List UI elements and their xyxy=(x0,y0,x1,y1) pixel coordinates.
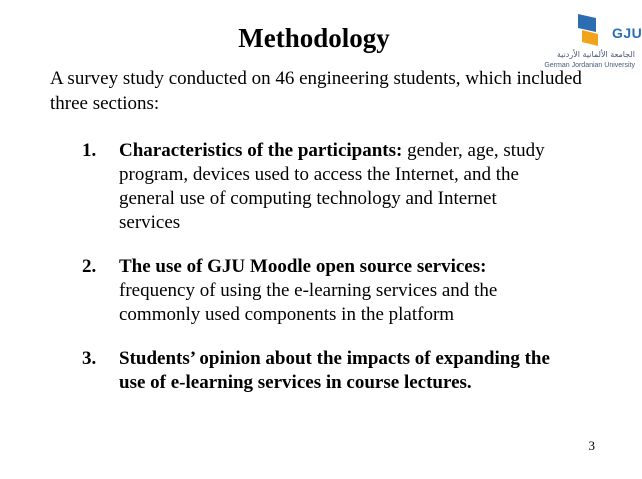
list-item-text: frequency of using the e-learning services and the commonly used components in the platform xyxy=(119,280,498,325)
list-item-number: 3. xyxy=(82,348,97,369)
logo-english-name: German Jordanian University xyxy=(544,62,635,69)
logo-abbreviation: GJU xyxy=(612,25,642,41)
list-item-number: 1. xyxy=(82,140,97,161)
list-item-heading: The use of GJU Moodle open source services: xyxy=(119,256,487,277)
gju-logo-mark-icon xyxy=(576,12,600,48)
list-item xyxy=(82,139,562,235)
list-item-heading: Students’ opinion about the impacts of expanding the use of e-learning services in course lectures. xyxy=(119,348,550,393)
list-item xyxy=(82,347,562,395)
list-item-text: gender, age, study program, devices used to access the Internet, and the general use of computing technology and Internet services xyxy=(119,140,545,233)
methodology-sections-list xyxy=(82,139,562,395)
list-item-number: 2. xyxy=(82,256,97,277)
slide-title: Methodology xyxy=(238,23,390,53)
logo-arabic-name: الجامعة الألمانية الأردنية xyxy=(556,50,635,59)
intro-text: A survey study conducted on 46 engineering students, which included three sections: xyxy=(50,68,582,114)
list-item xyxy=(82,255,562,327)
page-number: 3 xyxy=(588,438,595,453)
list-item-heading: Characteristics of the participants: xyxy=(119,140,403,161)
